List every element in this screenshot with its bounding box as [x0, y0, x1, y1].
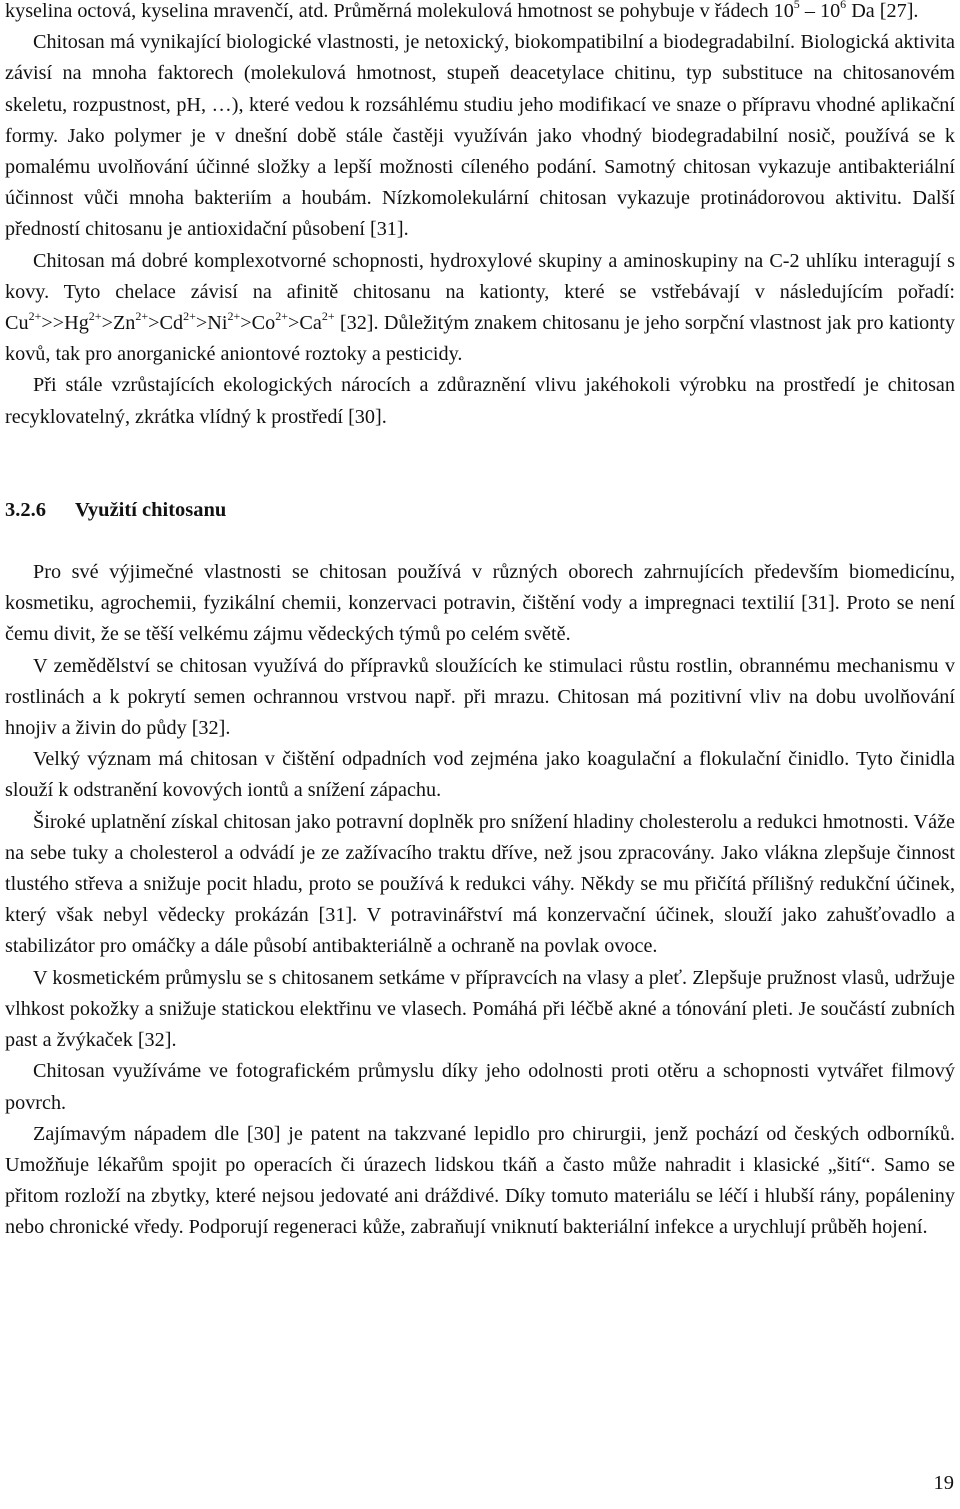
spacer: [5, 526, 955, 557]
ion-symbol: >Ca: [288, 312, 322, 335]
ion-series: [28, 309, 335, 335]
ion-charge-superscript: 2+: [28, 309, 42, 324]
ion-symbol: >Ni: [195, 312, 228, 335]
paragraph-ecology: Při stále vzrůstajících ekologických nárocích a zdůraznění vlivu jakéhokoli výrobku na prostředí je chitosan recyklovatelný, zkrátka vlídný k prostředí [30].: [5, 374, 955, 428]
text-run: – 10: [799, 0, 841, 22]
superscript: 5: [793, 0, 800, 11]
heading-title: Využití chitosanu: [75, 498, 227, 521]
ion-charge-superscript: 2+: [227, 309, 241, 324]
paragraph-agriculture: V zemědělství se chitosan využívá do přípravků sloužících ke stimulaci růstu rostlin, obrannému mechanismu v rostlinách a k pokrytí semen ochrannou vrstvou např. při mrazu. Chitosan má pozitivní vliv na dobu uvolňování hnojiv a živin do půdy [32].: [5, 654, 955, 740]
ion-charge-superscript: 2+: [183, 309, 196, 324]
ion-charge-superscript: 2+: [275, 309, 288, 324]
paragraph-complexing: [5, 246, 955, 371]
ion-symbol: >Cd: [148, 312, 184, 335]
ion-charge-superscript: 2+: [321, 309, 335, 324]
paragraph-surgical-glue: Zajímavým nápadem dle [30] je patent na takzvané lepidlo pro chirurgii, jenž pochází od českých odborníků. Umožňuje lékařům spojit po operacích či úrazech lidskou tkáň a často může nahradit i klasické „šití“. Samo se přitom rozloží na zbytky, které nejsou jedovaté ani dráždivé. Díky tomuto materiálu se léčí i hlubší rány, popáleniny nebo chronické vředy. Podporují regeneraci kůže, zabraňují vniknutí bakteriální infekce a urychlují průběh hojení.: [5, 1122, 955, 1239]
paragraph-molecular-weight: [5, 0, 955, 27]
paragraph-cosmetics: V kosmetickém průmyslu se s chitosanem setkáme v přípravcích na vlasy a pleť. Zlepšuje pružnost vlasů, udržuje vlhkost pokožky a snižuje statickou elektřinu ve vlasech. Pomáhá při léčbě akné a tónování pleti. Je součástí zubních past a žvýkaček [32].: [5, 966, 955, 1052]
superscript: 6: [840, 0, 847, 11]
paragraph-uses-overview: Pro své výjimečné vlastnosti se chitosan používá v různých oborech zahrnujících především biomedicínu, kosmetiku, agrochemii, fyzikální chemii, konzervaci potravin, čištění vody a impregnaci textilií [31]. Proto se není čemu divit, že se těší velkému zájmu vědeckých týmů po celém světě.: [5, 561, 955, 646]
document-page: [5, 0, 955, 1244]
page-number: 19: [933, 1472, 954, 1494]
ion-symbol: >Co: [240, 312, 276, 335]
section-heading: [5, 495, 955, 526]
text-run: Da [27].: [846, 0, 919, 22]
ion-symbol: >Zn: [101, 312, 136, 335]
text-run: [32]. Důležitým znakem chitosanu je jeho sorpční vlastnost jak pro kationty kovů, tak pro anorganické aniontové roztoky a pesticidy.: [5, 312, 955, 366]
text-run: kyselina octová, kyselina mravenčí, atd. Průměrná molekulová hmotnost se pohybuje v řádech 10: [5, 0, 794, 22]
heading-number: 3.2.6: [5, 498, 46, 521]
spacer: [5, 433, 955, 495]
ion-charge-superscript: 2+: [88, 309, 102, 324]
ion-symbol: >>Hg: [41, 312, 89, 335]
paragraph-photography: Chitosan využíváme ve fotografickém průmyslu díky jeho odolnosti proti otěru a schopnosti vytvářet filmový povrch.: [5, 1060, 955, 1114]
ion-charge-superscript: 2+: [135, 309, 149, 324]
paragraph-food-supplement: Široké uplatnění získal chitosan jako potravní doplněk pro snížení hladiny cholesterolu a redukci hmotnosti. Váže na sebe tuky a cholesterol a odvádí je ze zažívacího traktu dříve, než jsou zpracovány. Jako vlákna zlepšuje činnost tlustého střeva a snižuje pocit hladu, proto se používá k redukci váhy. Někdy se mu přičítá přílišný redukční účinek, který však nebyl vědecky prokázán [31]. V potravinářství má konzervační účinek, slouží jako zahušťovadlo a stabilizátor pro omáčky a dále působí antibakteriálně a ochraně na povlak ovoce.: [5, 810, 955, 958]
paragraph-water-treatment: Velký význam má chitosan v čištění odpadních vod zejména jako koagulační a flokulační činidlo. Tyto činidla slouží k odstranění kovových iontů a snížení zápachu.: [5, 748, 955, 802]
text-run: Chitosan má dobré komplexotvorné schopnosti, hydroxylové skupiny a aminoskupiny na C-2 uhlíku interagují s kovy. Tyto chelace závisí na afinitě chitosanu na kationty, které se vstřebávají v následujícím pořadí: Cu: [5, 249, 955, 335]
paragraph-biological-properties: Chitosan má vynikající biologické vlastnosti, je netoxický, biokompatibilní a biodegradabilní. Biologická aktivita závisí na mnoha faktorech (molekulová hmotnost, stupeň deacetylace chitinu, typ substituce na chitosanovém skeletu, rozpustnost, pH, …), které vedou k rozsáhlému studiu jeho modifikací ve snaze o přípravu vhodné aplikační formy. Jako polymer je v dnešní době stále častěji využíván jako vhodný biodegradabilní nosič, používá se k pomalému uvolňování účinné složky a lepší možnosti cíleného podání. Samotný chitosan vykazuje antibakteriální účinnost vůči mnoha bakteriím a houbám. Nízkomolekulární chitosan vykazuje protinádorovou aktivitu. Další předností chitosanu je antioxidační působení [31].: [5, 31, 955, 241]
